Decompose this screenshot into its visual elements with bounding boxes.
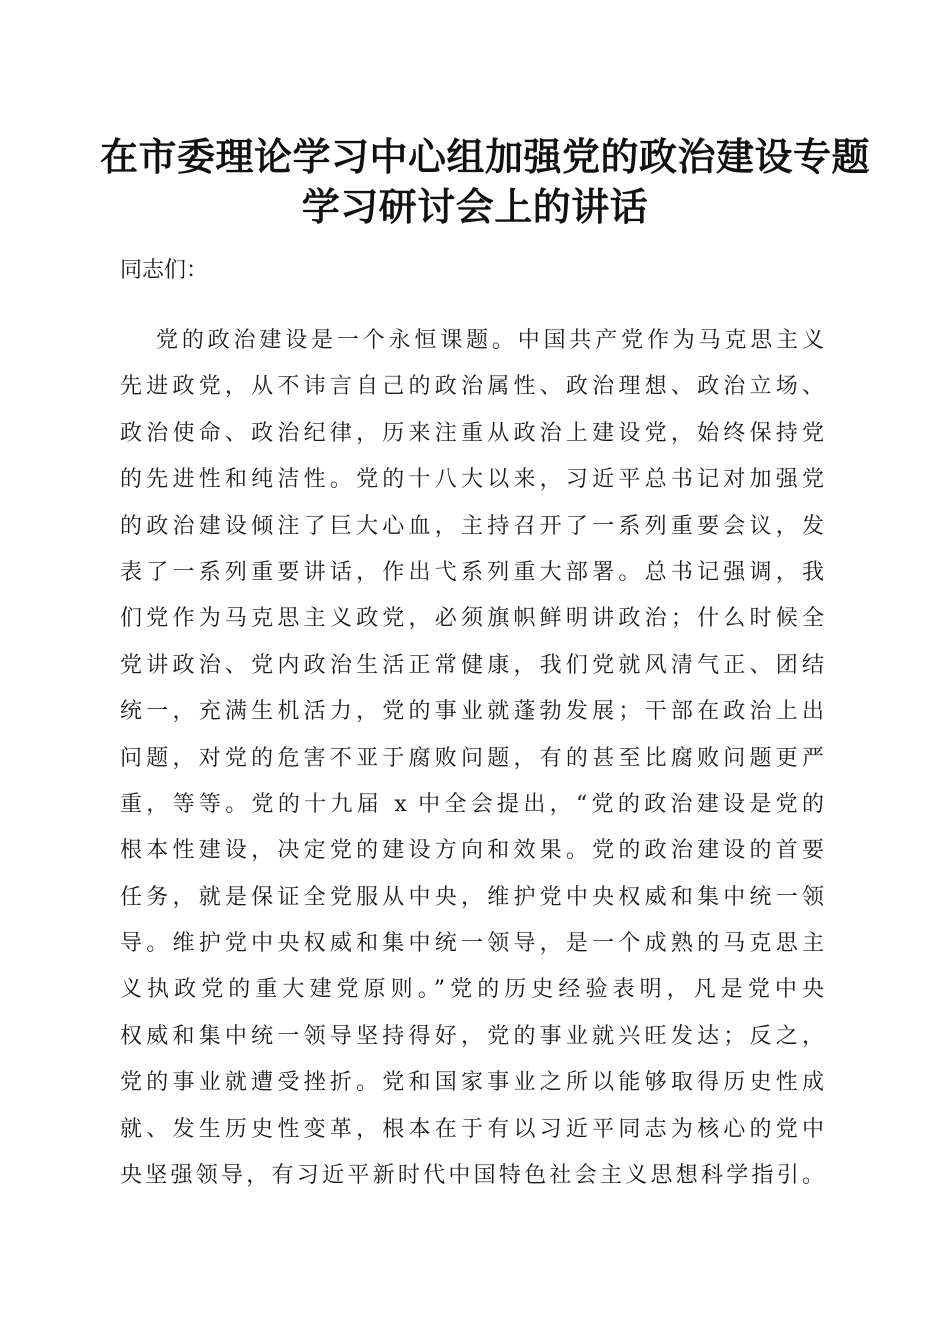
title-line-1: 在市委理论学习中心组加强党的政治建设专题: [100, 134, 871, 179]
paragraph-line: 的先进性和纯洁性。党的十八大以来，习近平总书记对加强党: [120, 467, 824, 493]
document-title: [100, 132, 871, 232]
paragraph-line: 的政治建设倾注了巨大心血，主持召开了一系列重要会议，发: [120, 513, 824, 539]
paragraph-line: 政治使命、政治纪律，历来注重从政治上建设党，始终保持党: [120, 420, 824, 446]
paragraph-line: 央坚强领导，有习近平新时代中国特色社会主义思想科学指引。: [120, 1163, 824, 1189]
paragraph-line: 重，等等。党的十九届 x 中全会提出，“党的政治建设是党的: [120, 791, 824, 817]
paragraph-line: 先进政党，从不讳言自己的政治属性、政治理想、政治立场、: [120, 374, 824, 400]
paragraph-line: 表了一系列重要讲话，作出弋系列重大部署。总书记强调，我: [120, 559, 824, 585]
body-paragraph: [120, 324, 824, 1205]
paragraph-line: 义执政党的重大建党原则。”党的历史经验表明，凡是党中央: [120, 977, 824, 1003]
paragraph-line: 问题，对党的危害不亚于腐败问题，有的甚至比腐败问题更严: [120, 745, 824, 771]
paragraph-line: 导。维护党中央权威和集中统一领导，是一个成熟的马克思主: [120, 931, 824, 957]
paragraph-line: 统一，充满生机活力，党的事业就蓬勃发展；干部在政治上出: [120, 699, 824, 725]
paragraph-line: 党的事业就遭受挫折。党和国家事业之所以能够取得历史性成: [120, 1070, 824, 1096]
paragraph-line: 党的政治建设是一个永恒课题。中国共产党作为马克思主义: [156, 328, 824, 353]
paragraph-line: 任务，就是保证全党服从中央，维护党中央权威和集中统一领: [120, 884, 824, 910]
title-line-2: 学习研讨会上的讲话: [301, 184, 649, 229]
paragraph-line: 权威和集中统一领导坚持得好，党的事业就兴旺发达；反之，: [120, 1023, 824, 1049]
paragraph-line: 们党作为马克思主义政党，必须旗帜鲜明讲政治；什么时候全: [120, 606, 824, 632]
paragraph-line: 就、发生历史性变革，根本在于有以习近平同志为核心的党中: [120, 1116, 824, 1142]
greeting: 同志们：: [120, 258, 209, 283]
paragraph-line: 根本性建设，决定党的建设方向和效果。党的政治建设的首要: [120, 838, 824, 864]
paragraph-line: 党讲政治、党内政治生活正常健康，我们党就风清气正、团结: [120, 652, 824, 678]
